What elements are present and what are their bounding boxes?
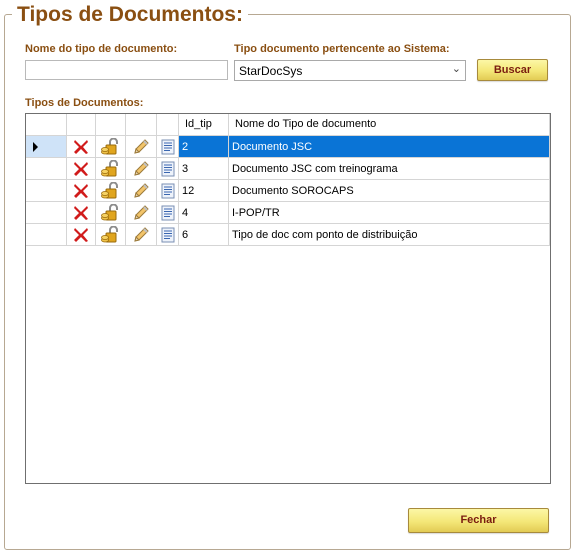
row-edit-cell[interactable]: [126, 158, 157, 180]
row-doc-cell[interactable]: [157, 180, 179, 202]
row-nome-tipo[interactable]: Documento JSC com treinograma: [229, 158, 550, 180]
row-id-tip[interactable]: 6: [179, 224, 229, 246]
row-delete-cell[interactable]: [67, 224, 96, 246]
padlock-coins-icon[interactable]: [96, 224, 125, 245]
table-row[interactable]: [26, 180, 550, 202]
grid-label: Tipos de Documentos:: [25, 97, 144, 109]
header-col-doc: [157, 114, 179, 136]
table-row[interactable]: [26, 136, 550, 158]
nome-tipo-label: Nome do tipo de documento:: [25, 43, 178, 55]
documents-grid: [25, 113, 551, 484]
pencil-icon[interactable]: [126, 180, 156, 201]
table-row[interactable]: [26, 158, 550, 180]
header-col-edit: [126, 114, 157, 136]
current-row-arrow-icon: [33, 142, 38, 152]
header-id-tip[interactable]: Id_tip: [179, 114, 229, 136]
row-doc-cell[interactable]: [157, 136, 179, 158]
row-doc-cell[interactable]: [157, 158, 179, 180]
row-edit-cell[interactable]: [126, 180, 157, 202]
row-header: [26, 158, 67, 180]
row-header: [26, 202, 67, 224]
pencil-icon[interactable]: [126, 202, 156, 223]
buscar-button[interactable]: Buscar: [477, 59, 548, 81]
row-lock-cell[interactable]: [96, 180, 126, 202]
row-doc-cell[interactable]: [157, 224, 179, 246]
header-rowheader: [26, 114, 67, 136]
document-lines-icon[interactable]: [157, 202, 178, 223]
grid-header: [26, 114, 550, 136]
header-nome-tipo[interactable]: Nome do Tipo de documento: [229, 114, 550, 136]
document-lines-icon[interactable]: [157, 224, 178, 245]
chevron-down-icon[interactable]: ⌄: [451, 63, 461, 75]
nome-tipo-input[interactable]: [25, 60, 228, 80]
row-id-tip[interactable]: 12: [179, 180, 229, 202]
page-title: Tipos de Documentos:: [12, 2, 248, 28]
row-doc-cell[interactable]: [157, 202, 179, 224]
pencil-icon[interactable]: [126, 158, 156, 179]
delete-x-icon[interactable]: [67, 136, 95, 157]
delete-x-icon[interactable]: [67, 180, 95, 201]
row-edit-cell[interactable]: [126, 224, 157, 246]
delete-x-icon[interactable]: [67, 202, 95, 223]
row-lock-cell[interactable]: [96, 224, 126, 246]
row-delete-cell[interactable]: [67, 158, 96, 180]
row-lock-cell[interactable]: [96, 202, 126, 224]
padlock-coins-icon[interactable]: [96, 180, 125, 201]
row-delete-cell[interactable]: [67, 136, 96, 158]
row-nome-tipo[interactable]: Documento JSC: [229, 136, 550, 158]
pencil-icon[interactable]: [126, 136, 156, 157]
row-delete-cell[interactable]: [67, 180, 96, 202]
delete-x-icon[interactable]: [67, 224, 95, 245]
row-header: [26, 224, 67, 246]
pencil-icon[interactable]: [126, 224, 156, 245]
padlock-coins-icon[interactable]: [96, 158, 125, 179]
header-col-delete: [67, 114, 96, 136]
row-lock-cell[interactable]: [96, 158, 126, 180]
row-id-tip[interactable]: 2: [179, 136, 229, 158]
fechar-button[interactable]: Fechar: [408, 508, 549, 533]
delete-x-icon[interactable]: [67, 158, 95, 179]
row-delete-cell[interactable]: [67, 202, 96, 224]
table-row[interactable]: [26, 224, 550, 246]
padlock-coins-icon[interactable]: [96, 136, 125, 157]
row-edit-cell[interactable]: [126, 136, 157, 158]
row-id-tip[interactable]: 3: [179, 158, 229, 180]
row-nome-tipo[interactable]: I-POP/TR: [229, 202, 550, 224]
row-nome-tipo[interactable]: Documento SOROCAPS: [229, 180, 550, 202]
document-lines-icon[interactable]: [157, 180, 178, 201]
sistema-label: Tipo documento pertencente ao Sistema:: [234, 43, 450, 55]
row-lock-cell[interactable]: [96, 136, 126, 158]
row-header: [26, 180, 67, 202]
sistema-select-value: StarDocSys: [239, 64, 303, 78]
row-header: [26, 136, 67, 158]
document-lines-icon[interactable]: [157, 136, 178, 157]
row-nome-tipo[interactable]: Tipo de doc com ponto de distribuição: [229, 224, 550, 246]
document-lines-icon[interactable]: [157, 158, 178, 179]
sistema-select[interactable]: [234, 60, 466, 81]
row-edit-cell[interactable]: [126, 202, 157, 224]
table-row[interactable]: [26, 202, 550, 224]
row-id-tip[interactable]: 4: [179, 202, 229, 224]
header-col-lock: [96, 114, 126, 136]
padlock-coins-icon[interactable]: [96, 202, 125, 223]
